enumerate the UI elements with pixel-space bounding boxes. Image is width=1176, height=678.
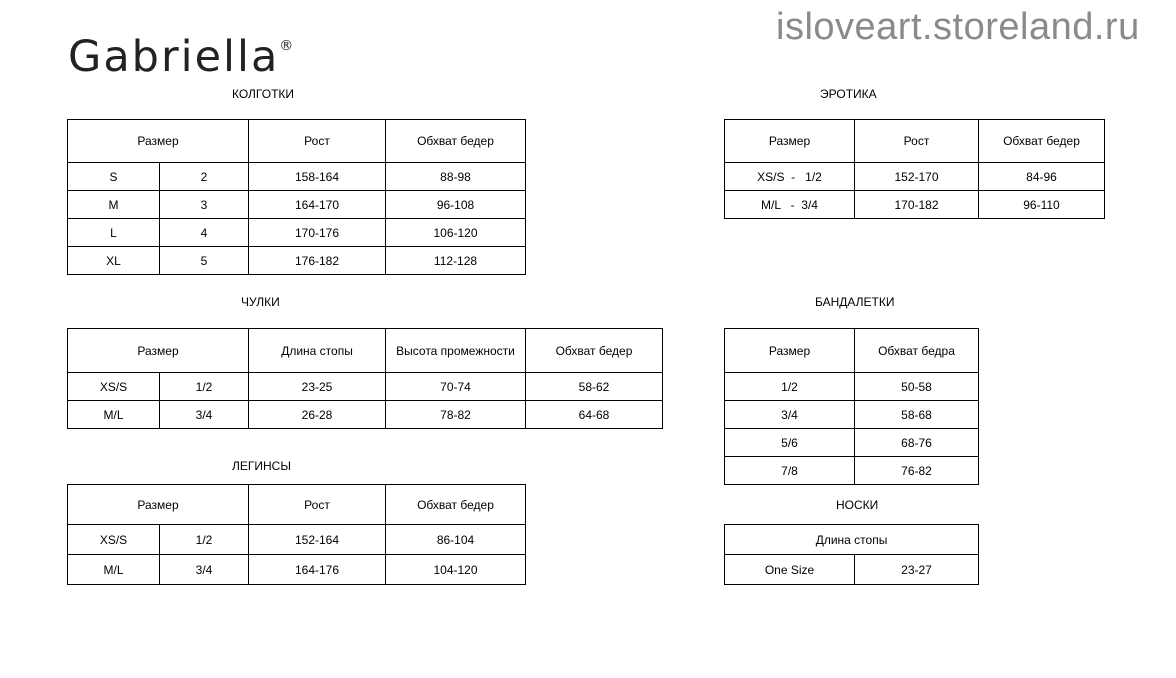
table-cell: M/L [68,555,160,585]
table-cell: 3/4 [160,555,249,585]
header-cell: Обхват бедер [386,485,526,525]
bandaletki-title: БАНДАЛЕТКИ [815,295,895,309]
header-cell: Размер [68,329,249,373]
table-cell: 1/2 [725,373,855,401]
table-cell: 170-182 [855,191,979,219]
table-cell: 26-28 [249,401,386,429]
table-row [68,191,526,219]
table-cell: 152-170 [855,163,979,191]
header-cell: Размер [725,329,855,373]
header-cell: Размер [68,120,249,163]
table-cell: 7/8 [725,457,855,485]
table-cell: 96-108 [386,191,526,219]
table-cell: 4 [160,219,249,247]
table-row [68,163,526,191]
table-row [725,191,1105,219]
table-row [68,401,663,429]
table-header-row [725,120,1105,163]
table-header-row [725,525,979,555]
table-cell: 3/4 [725,401,855,429]
table-cell: 5/6 [725,429,855,457]
table-header-row [68,329,663,373]
table-row [68,247,526,275]
chulki-table [67,328,663,429]
table-cell: M/L - 3/4 [725,191,855,219]
registered-mark: ® [279,38,294,54]
table-cell: 106-120 [386,219,526,247]
table-cell: 88-98 [386,163,526,191]
table-cell: XS/S - 1/2 [725,163,855,191]
brand-logo [68,32,293,82]
leginsy-title: ЛЕГИНСЫ [232,459,291,473]
table-cell: 78-82 [386,401,526,429]
table-cell: 86-104 [386,525,526,555]
table-cell: One Size [725,555,855,585]
table-cell: 158-164 [249,163,386,191]
bandaletki-table [724,328,979,485]
table-row [68,555,526,585]
table-row [725,401,979,429]
header-cell: Размер [68,485,249,525]
table-cell: 23-25 [249,373,386,401]
table-row [725,555,979,585]
table-cell: 96-110 [979,191,1105,219]
table-cell: 70-74 [386,373,526,401]
header-cell: Размер [725,120,855,163]
table-cell: 2 [160,163,249,191]
header-cell: Длина стопы [249,329,386,373]
table-cell: 50-58 [855,373,979,401]
kolgotki-table [67,119,526,275]
table-cell: M [68,191,160,219]
watermark-text: isloveart.storeland.ru [776,6,1140,48]
table-cell: 112-128 [386,247,526,275]
header-cell: Обхват бедер [526,329,663,373]
table-header-row [725,329,979,373]
table-cell: 23-27 [855,555,979,585]
table-cell: 58-62 [526,373,663,401]
table-row [68,373,663,401]
table-cell: 3/4 [160,401,249,429]
leginsy-table [67,484,526,585]
header-cell: Рост [249,120,386,163]
table-cell: 76-82 [855,457,979,485]
noski-table [724,524,979,585]
table-cell: 3 [160,191,249,219]
table-row [725,163,1105,191]
table-cell: 1/2 [160,525,249,555]
brand-name: Gabriella [68,32,280,82]
table-cell: 152-164 [249,525,386,555]
table-row [68,525,526,555]
table-cell: 104-120 [386,555,526,585]
table-cell: 64-68 [526,401,663,429]
erotika-title: ЭРОТИКА [820,87,877,101]
kolgotki-title: КОЛГОТКИ [232,87,295,101]
header-cell: Высота промежности [386,329,526,373]
table-header-row [68,120,526,163]
table-cell: 58-68 [855,401,979,429]
chulki-title: ЧУЛКИ [241,295,280,309]
header-cell: Обхват бедер [979,120,1105,163]
table-row [725,373,979,401]
header-cell: Рост [855,120,979,163]
table-row [68,219,526,247]
table-cell: XS/S [68,525,160,555]
table-cell: 5 [160,247,249,275]
table-row [725,457,979,485]
erotika-table [724,119,1105,219]
table-cell: M/L [68,401,160,429]
noski-title: НОСКИ [836,498,879,512]
table-cell: L [68,219,160,247]
table-cell: XL [68,247,160,275]
header-cell: Обхват бедра [855,329,979,373]
table-cell: XS/S [68,373,160,401]
table-cell: 68-76 [855,429,979,457]
table-cell: 176-182 [249,247,386,275]
header-cell: Обхват бедер [386,120,526,163]
table-cell: 170-176 [249,219,386,247]
header-cell: Рост [249,485,386,525]
table-header-row [68,485,526,525]
table-cell: 164-170 [249,191,386,219]
table-cell: 164-176 [249,555,386,585]
table-cell: S [68,163,160,191]
table-cell: 1/2 [160,373,249,401]
table-row [725,429,979,457]
header-cell: Длина стопы [725,525,979,555]
table-cell: 84-96 [979,163,1105,191]
